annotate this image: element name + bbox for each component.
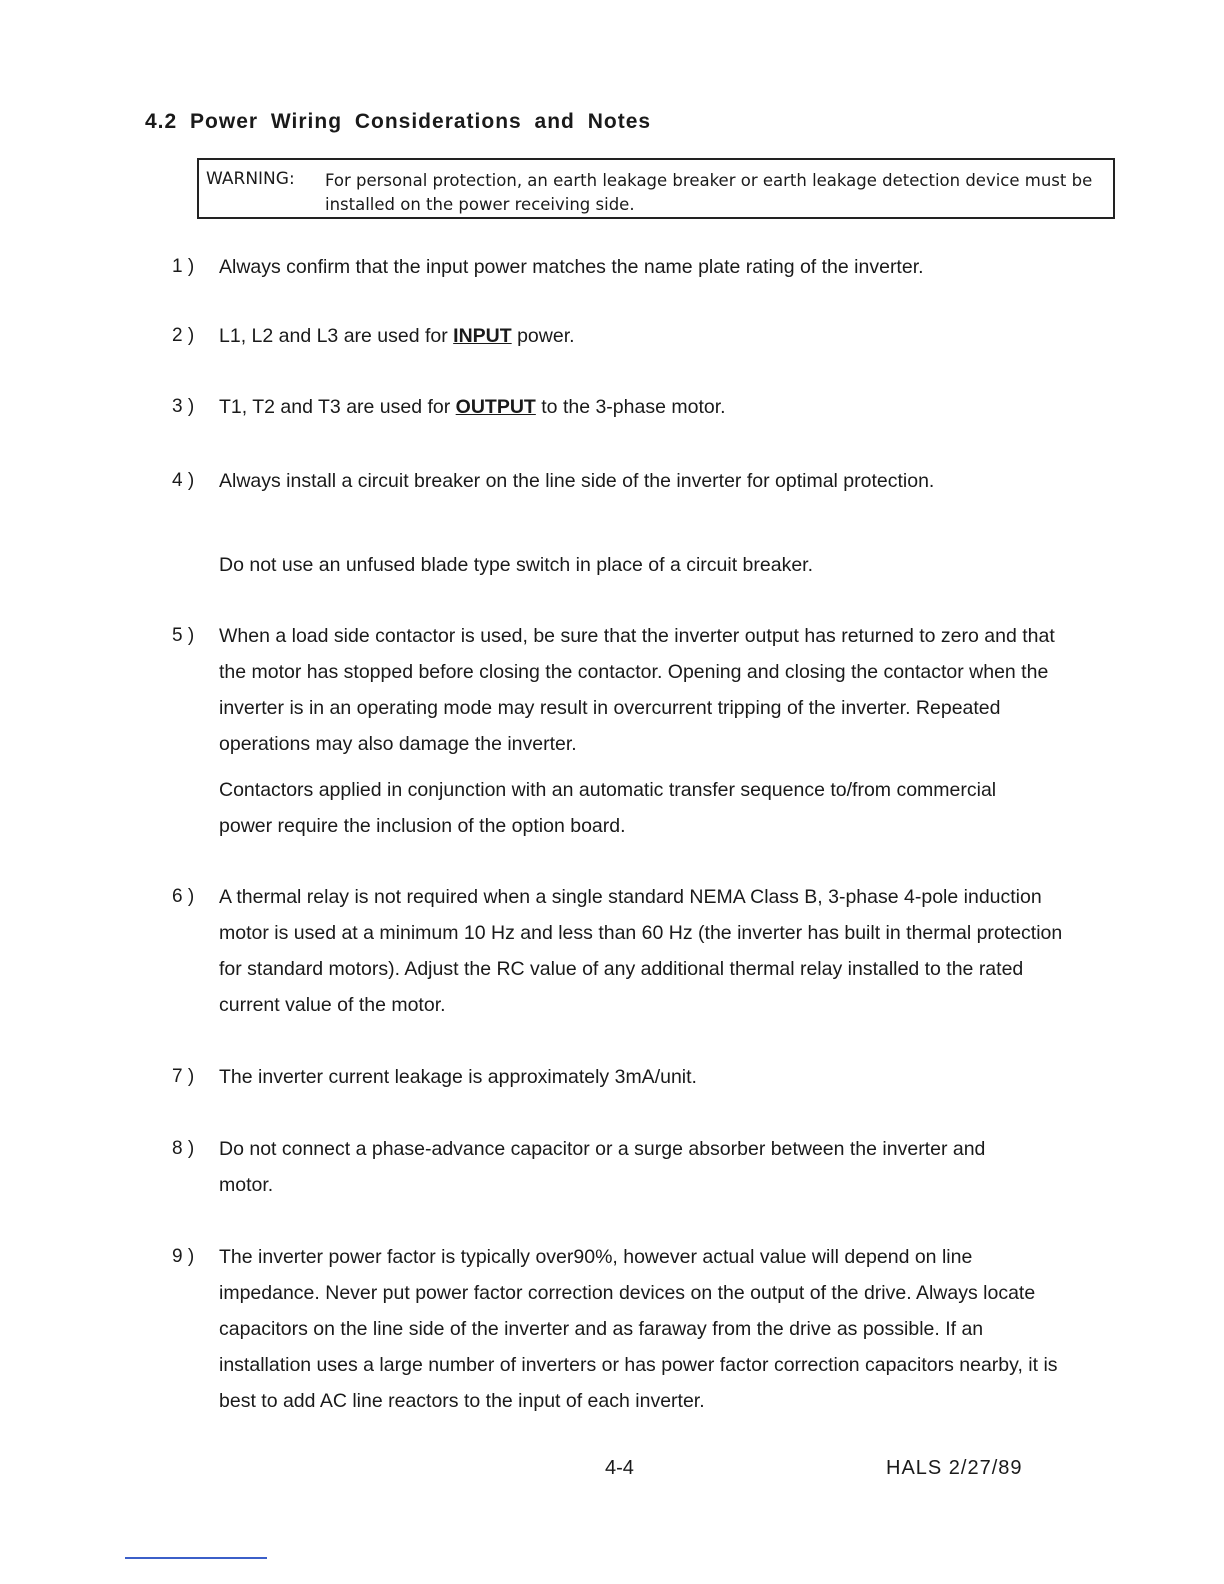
warning-box (197, 158, 1115, 219)
item-text: When a load side contactor is used, be sure that the inverter output has returned to zero and that the motor has stopped before closing the contactor. Opening and closing the contactor when the inverter is in an operating mode may result in overcurrent tripping of the inverter. Repeated operations may also damage the inverter. (219, 625, 1055, 755)
item-text-post: to the 3-phase motor. (535, 396, 726, 418)
item-number: 2 ) (172, 325, 195, 346)
emphasis-input: INPUT (453, 325, 512, 347)
item-text: A thermal relay is not required when a single standard NEMA Class B, 3-phase 4-pole induction motor is used at a minimum 10 Hz and less than 60 Hz (the inverter has built in thermal protection for standard motors). Adjust the RC value of any additional thermal relay installed to the rated current value of the motor. (219, 886, 1063, 1016)
item-text-post: power. (511, 325, 575, 347)
item-text-pre: L1, L2 and L3 are used for (219, 325, 454, 347)
item-text: The inverter current leakage is approximately 3mA/unit. (219, 1066, 697, 1088)
item-text-pre: T1, T2 and T3 are used for (219, 396, 456, 418)
item-number: 9 ) (172, 1246, 195, 1267)
item-number: 1 ) (172, 256, 195, 277)
item-number: 6 ) (172, 886, 195, 907)
page-number: 4-4 (605, 1457, 634, 1479)
decorative-line (125, 1557, 267, 1559)
item-text: Always install a circuit breaker on the line side of the inverter for optimal protection. (219, 470, 935, 492)
warning-label: WARNING: (206, 169, 295, 189)
item-number: 7 ) (172, 1066, 195, 1087)
item-number: 5 ) (172, 625, 195, 646)
section-heading: 4.2 Power Wiring Considerations and Notes (145, 110, 652, 133)
emphasis-output: OUTPUT (455, 396, 536, 418)
item-text-2: Contactors applied in conjunction with an automatic transfer sequence to/from commercial power require the inclusion of the option board. (219, 779, 997, 837)
item-text: Always confirm that the input power matches the name plate rating of the inverter. (219, 256, 924, 278)
item-text (219, 389, 1089, 425)
document-id: HALS 2/27/89 (886, 1457, 1023, 1479)
item-text (219, 318, 1089, 354)
item-text: The inverter power factor is typically over90%, however actual value will depend on line impedance. Never put power factor correction devices on the output of the drive. Always locate capacitors on the line side of the inverter and as faraway from the drive as possible. If an installation uses a large number of inverters or has power factor correction capacitors nearby, it is best to add AC line reactors to the input of each inverter. (219, 1246, 1058, 1412)
item-text-2: Do not use an unfused blade type switch in place of a circuit breaker. (219, 554, 814, 576)
item-number: 3 ) (172, 396, 195, 417)
item-text: Do not connect a phase-advance capacitor or a surge absorber between the inverter and motor. (219, 1138, 986, 1196)
item-number: 8 ) (172, 1138, 195, 1159)
item-number: 4 ) (172, 470, 195, 491)
warning-text: For personal protection, an earth leakage breaker or earth leakage detection device must be installed on the power receiving side. (325, 171, 1093, 214)
